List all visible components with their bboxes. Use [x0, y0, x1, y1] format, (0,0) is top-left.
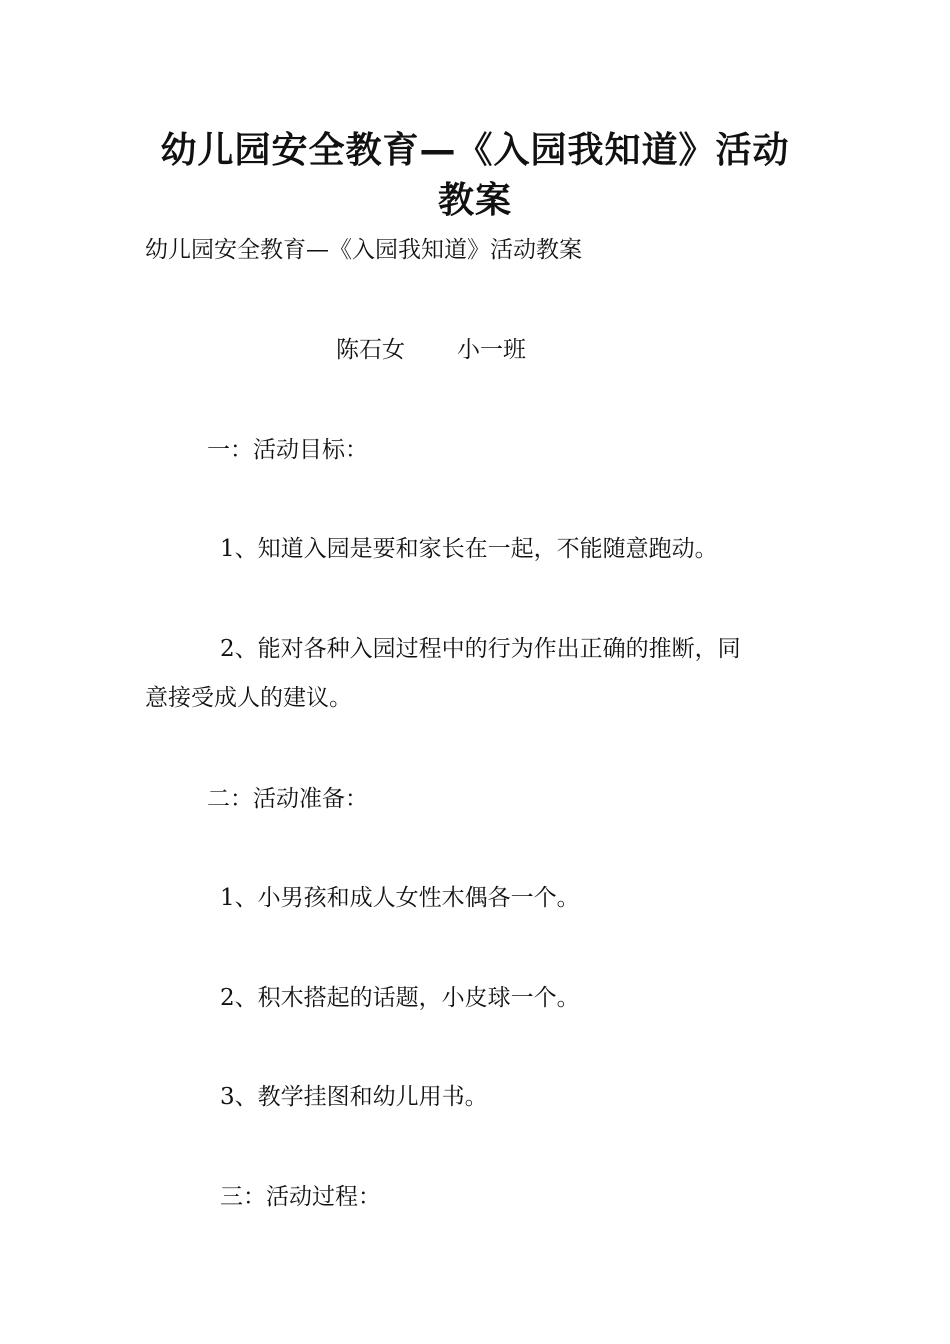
subtitle: 幼儿园安全教育—《入园我知道》活动教案 — [145, 237, 582, 263]
goal-item-1: 1、知道入园是要和家长在一起，不能随意跑动。 — [220, 536, 718, 562]
section-heading-preparation: 二：活动准备： — [207, 786, 368, 812]
title-line-1: 幼儿园安全教育—《入园我知道》活动 — [160, 130, 790, 171]
author-line — [336, 335, 526, 365]
section-heading-process: 三：活动过程： — [220, 1184, 381, 1210]
preparation-item-2: 2、积木搭起的话题，小皮球一个。 — [220, 985, 580, 1011]
author-name: 陈石女 — [336, 337, 405, 363]
document-title — [140, 126, 810, 226]
section-heading-goals: 一：活动目标： — [207, 437, 368, 463]
title-line-2: 教案 — [437, 180, 512, 221]
preparation-item-1: 1、小男孩和成人女性木偶各一个。 — [220, 885, 580, 911]
goal-item-2-continued: 意接受成人的建议。 — [145, 685, 352, 711]
preparation-item-3: 3、教学挂图和幼儿用书。 — [220, 1084, 488, 1110]
class-name: 小一班 — [457, 337, 526, 363]
goal-item-2: 2、能对各种入园过程中的行为作出正确的推断，同 — [220, 636, 741, 662]
